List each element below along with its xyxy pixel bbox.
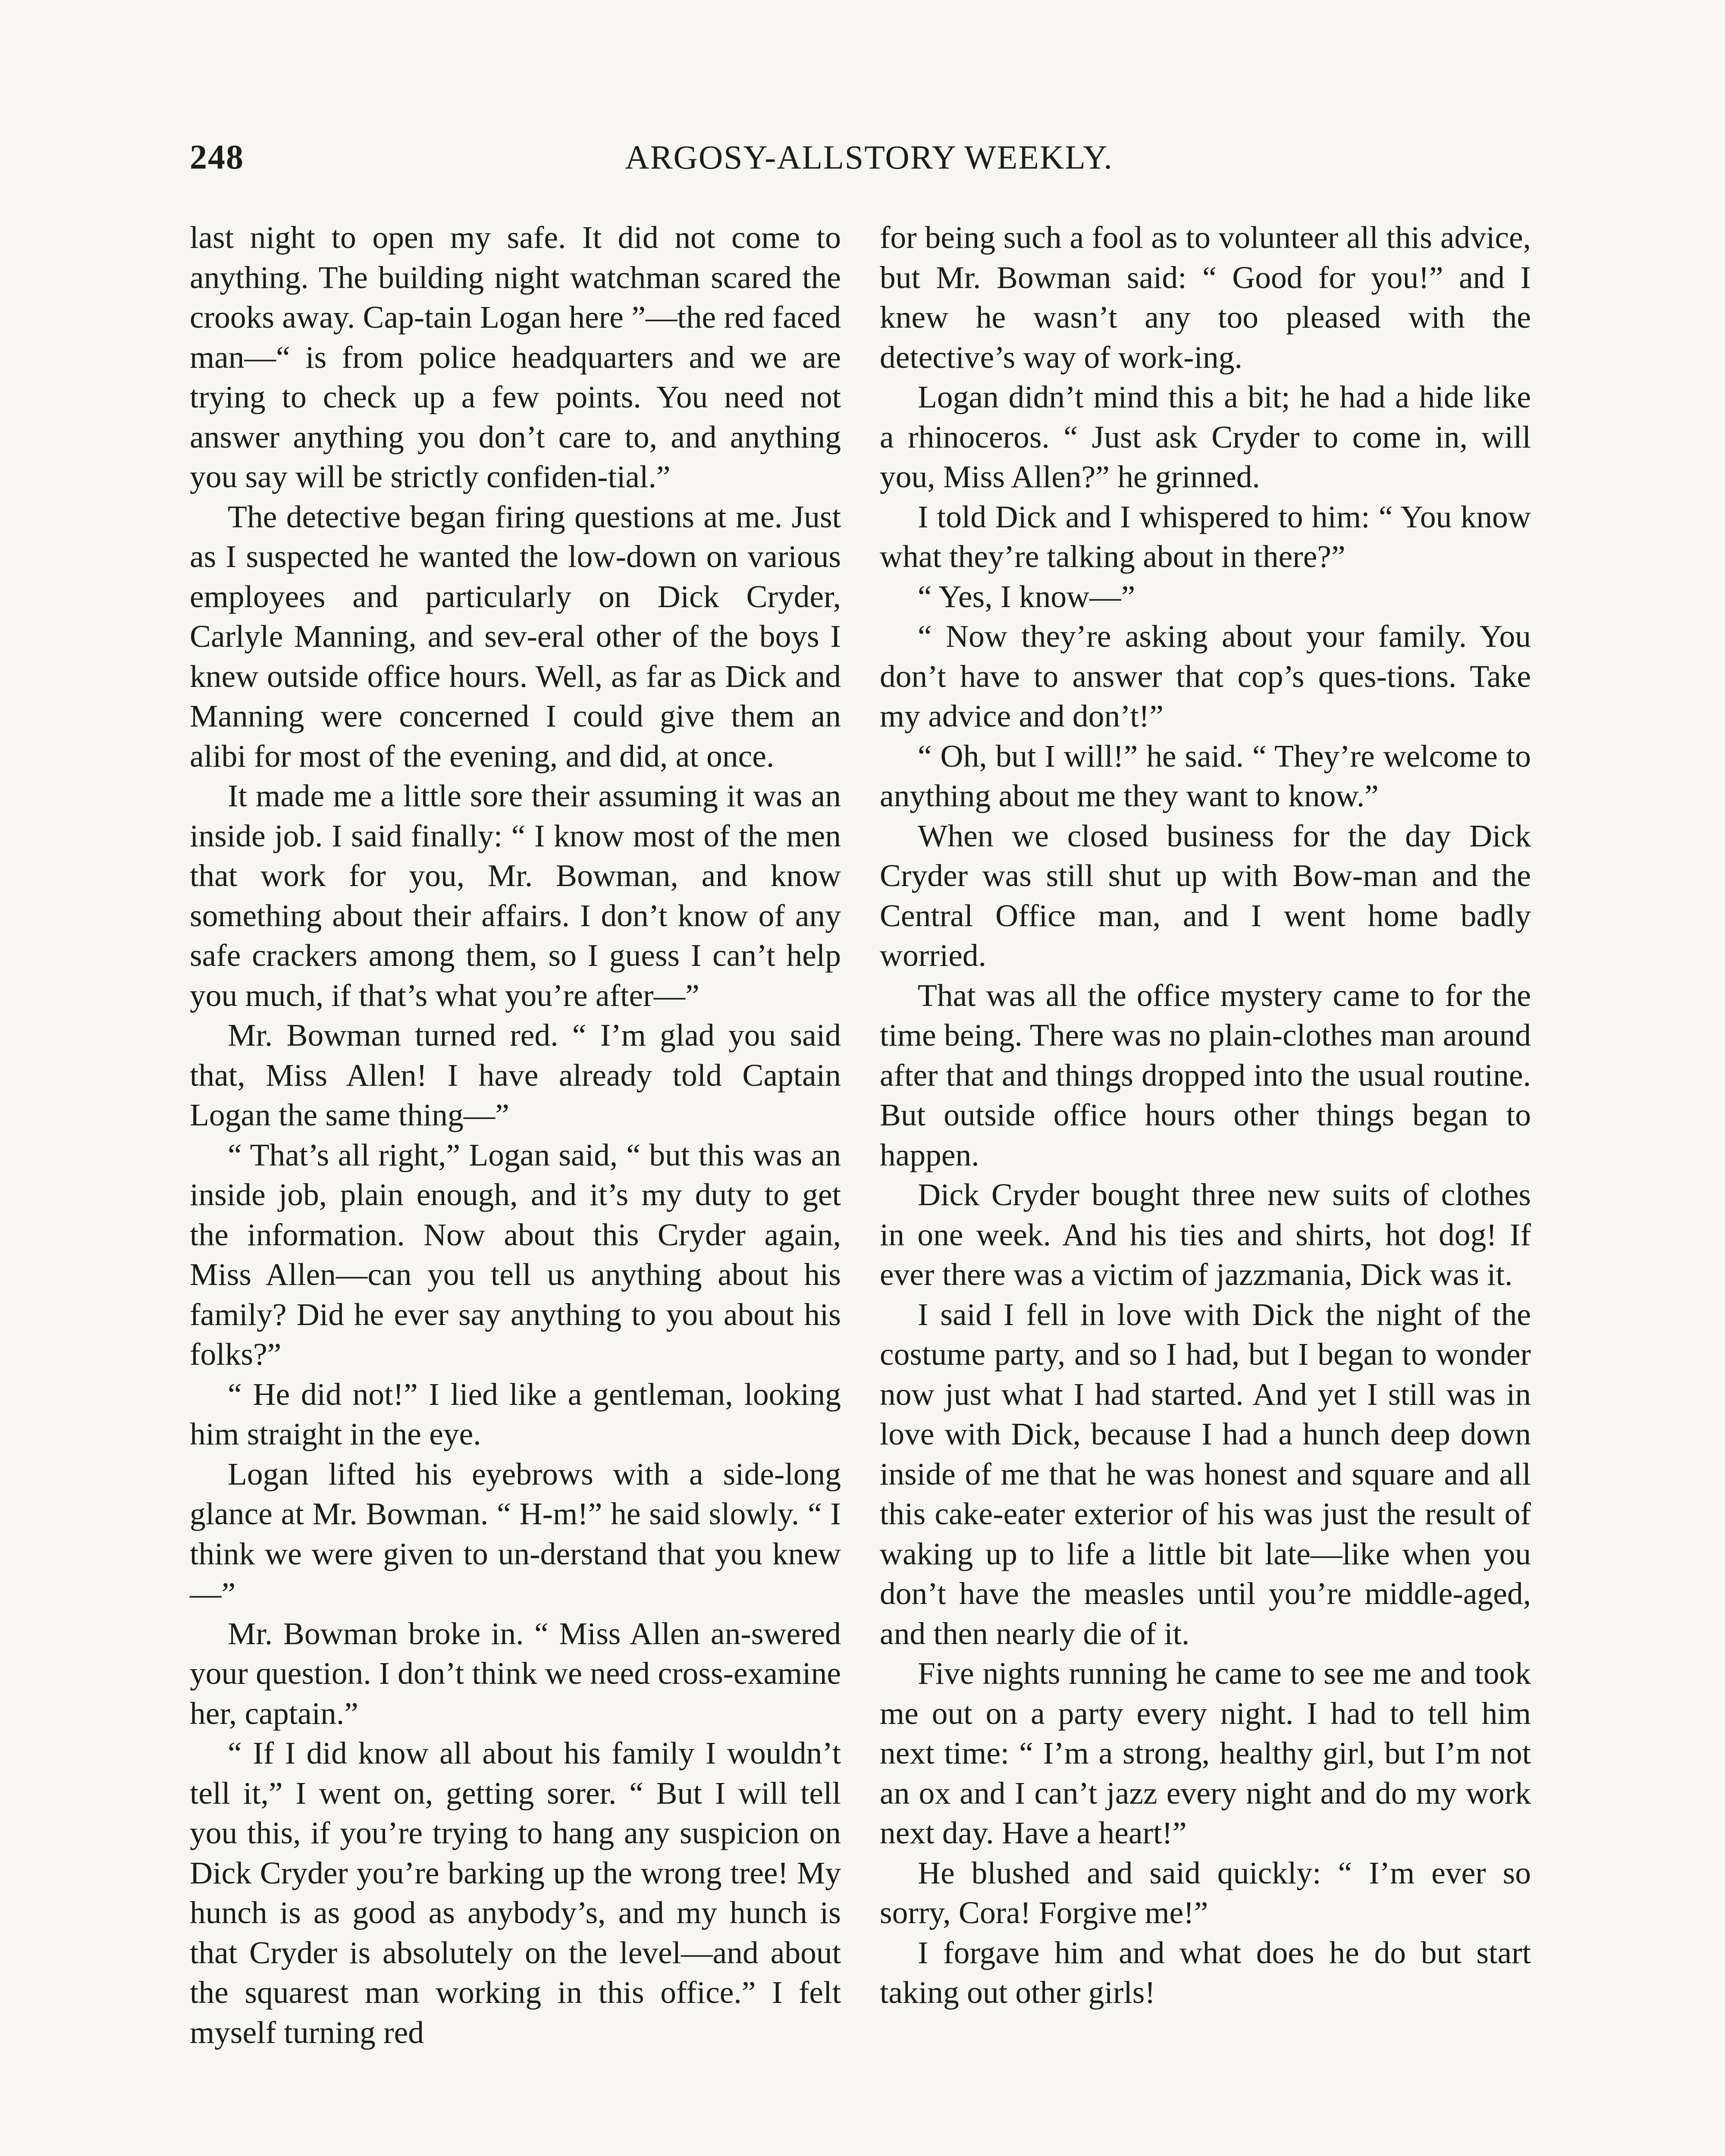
paragraph: for being such a fool as to volunteer all this advice, but Mr. Bowman said: “ Good for you!” and I knew he wasn’t any too pleased with the detective’s way of work-ing.: [880, 220, 1531, 375]
paragraph: “ That’s all right,” Logan said, “ but this was an inside job, plain enough, and it’s my duty to get the information. Now about this Cryder again, Miss Allen—can you tell us anything about his family? Did he ever say anything to you about his folks?”: [190, 1137, 841, 1372]
paragraph: “ Oh, but I will!” he said. “ They’re welcome to anything about me they want to know.”: [880, 738, 1531, 813]
paragraph: That was all the office mystery came to for the time being. There was no plain-clothes man around after that and things dropped into the usual routine. But outside office hours other things began to happen.: [880, 978, 1531, 1172]
paragraph: “ Yes, I know—”: [918, 579, 1135, 614]
page-header: [190, 138, 1548, 198]
paragraph: I said I fell in love with Dick the night of the costume party, and so I had, but I began to wonder now just what I had started. And yet I still was in love with Dick, because I had a hunch deep down inside of me that he was honest and square and all this cake-eater exterior of his was just the result of waking up to life a little bit late—like when you don’t have the measles until you’re middle-aged, and then nearly die of it.: [880, 1297, 1531, 1651]
paragraph: Mr. Bowman broke in. “ Miss Allen an-swered your question. I don’t think we need cross-examine her, captain.”: [190, 1616, 841, 1731]
paragraph: Five nights running he came to see me and took me out on a party every night. I had to tell him next time: “ I’m a strong, healthy girl, but I’m not an ox and I can’t jazz every night and do my work next day. Have a heart!”: [880, 1656, 1531, 1850]
paragraph: When we closed business for the day Dick Cryder was still shut up with Bow-man and the Central Office man, and I went home badly worried.: [880, 818, 1531, 973]
right-column: [880, 218, 1531, 2013]
left-column: [190, 218, 841, 2053]
paragraph: Logan lifted his eyebrows with a side-long glance at Mr. Bowman. “ H-m!” he said slowly. “ I think we were given to un-derstand that you knew—”: [190, 1456, 841, 1611]
running-head: ARGOSY-ALLSTORY WEEKLY.: [625, 138, 1113, 176]
paragraph: I told Dick and I whispered to him: “ You know what they’re talking about in there?”: [880, 499, 1531, 574]
paragraph: Dick Cryder bought three new suits of clothes in one week. And his ties and shirts, hot dog! If ever there was a victim of jazzmania, Dick was it.: [880, 1177, 1531, 1292]
paragraph: The detective began firing questions at me. Just as I suspected he wanted the low-down on various employees and particularly on Dick Cryder, Carlyle Manning, and sev-eral other of the boys I knew outside office hours. Well, as far as Dick and Manning were concerned I could give them an alibi for most of the evening, and did, at once.: [190, 499, 841, 774]
paragraph: I forgave him and what does he do but start taking out other girls!: [880, 1935, 1531, 2010]
paragraph: It made me a little sore their assuming it was an inside job. I said finally: “ I know most of the men that work for you, Mr. Bowman, and know something about their affairs. I don’t know of any safe crackers among them, so I guess I can’t help you much, if that’s what you’re after—”: [190, 778, 841, 1013]
paragraph: “ He did not!” I lied like a gentleman, looking him straight in the eye.: [190, 1376, 841, 1451]
paragraph: last night to open my safe. It did not come to anything. The building night watchman scared the crooks away. Cap-tain Logan here ”—the red faced man—“ is from police headquarters and we are trying to check up a few points. You need not answer anything you don’t care to, and anything you say will be strictly confiden-tial.”: [190, 220, 841, 494]
page-number: 248: [190, 138, 244, 176]
paragraph: “ If I did know all about his family I wouldn’t tell it,” I went on, getting sorer. “ But I will tell you this, if you’re trying to hang any suspicion on Dick Cryder you’re barking up the wrong tree! My hunch is as good as anybody’s, and my hunch is that Cryder is absolutely on the level—and about the squarest man working in this office.” I felt myself turning red: [190, 1736, 841, 2050]
paragraph: He blushed and said quickly: “ I’m ever so sorry, Cora! Forgive me!”: [880, 1855, 1531, 1930]
paragraph: “ Now they’re asking about your family. You don’t have to answer that cop’s ques-tions. Take my advice and don’t!”: [880, 619, 1531, 733]
paragraph: Logan didn’t mind this a bit; he had a hide like a rhinoceros. “ Just ask Cryder to come in, will you, Miss Allen?” he grinned.: [880, 379, 1531, 494]
paragraph: Mr. Bowman turned red. “ I’m glad you said that, Miss Allen! I have already told Captain Logan the same thing—”: [190, 1018, 841, 1132]
